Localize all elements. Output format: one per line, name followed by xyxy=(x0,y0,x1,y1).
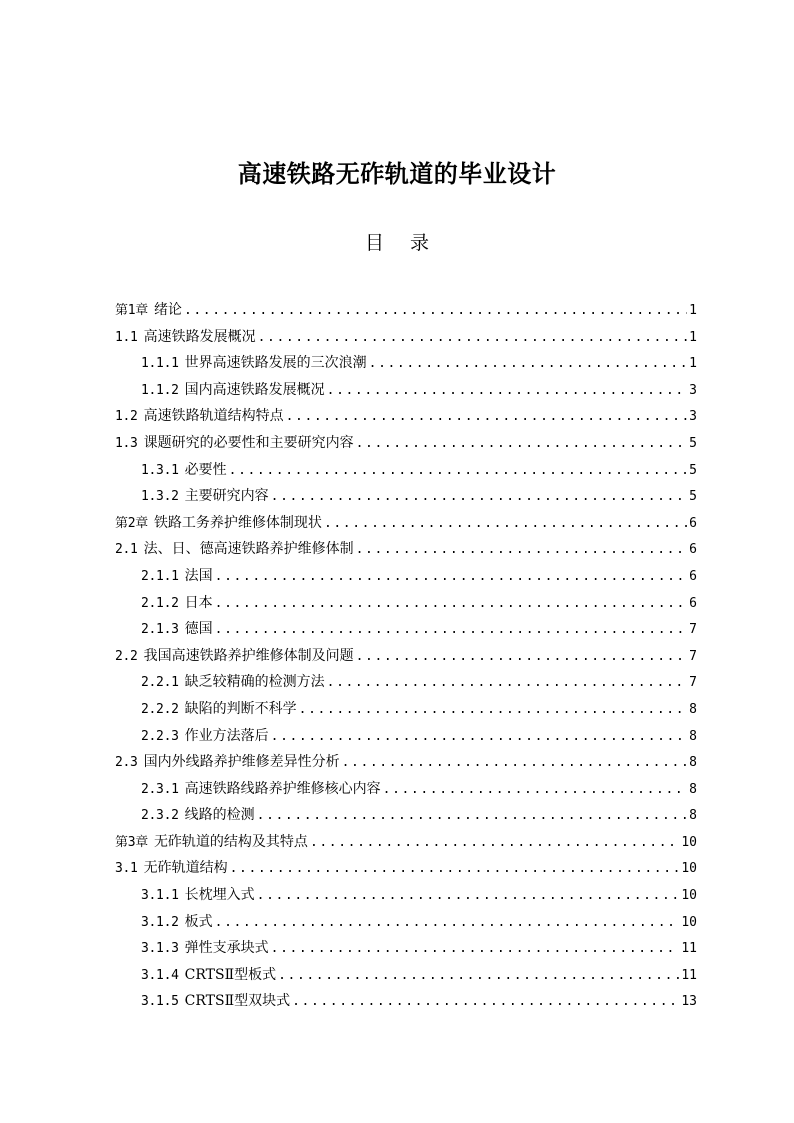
toc-entry-title: 无砟轨道结构 xyxy=(143,860,228,877)
toc-entry-title: 板式 xyxy=(184,913,213,930)
toc-entry[interactable] xyxy=(115,802,697,829)
toc-entry-page-number: 6 xyxy=(689,542,697,558)
toc-entry-number: 3.1.2 xyxy=(141,914,179,930)
toc-entry-title: 高速铁路轨道结构特点 xyxy=(143,408,284,425)
toc-entry-number: 3.1 xyxy=(115,861,138,877)
toc-entry-page-number: 11 xyxy=(681,967,697,983)
toc-entry-number: 3.1.3 xyxy=(141,941,179,957)
toc-dot-leader xyxy=(327,670,688,697)
toc-dot-leader xyxy=(292,989,679,1016)
toc-entry-title: 线路的检测 xyxy=(184,807,255,824)
toc-entry-title: 高速铁路线路养护维修核心内容 xyxy=(184,780,381,797)
toc-dot-leader xyxy=(215,591,688,618)
toc-dot-leader xyxy=(271,936,680,963)
toc-dot-leader xyxy=(310,830,679,857)
toc-entry[interactable] xyxy=(115,962,697,989)
toc-entry-page-number: 7 xyxy=(689,622,697,638)
toc-entry-number: 1.3.1 xyxy=(141,462,179,478)
toc-entry-title: 德国 xyxy=(184,621,213,638)
toc-entry-number: 1.1 xyxy=(115,329,138,345)
toc-entry-page-number: 3 xyxy=(689,382,697,398)
toc-entry-number: 第1章 xyxy=(115,303,148,318)
toc-entry-title: 无砟轨道的结构及其特点 xyxy=(153,833,308,850)
toc-entry-page-number: 1 xyxy=(689,356,697,372)
toc-entry-number: 2.1.2 xyxy=(141,595,179,611)
toc-entry-title: 主要研究内容 xyxy=(184,488,269,505)
toc-entry-number: 第3章 xyxy=(115,834,148,850)
toc-entry-title: 国内高速铁路发展概况 xyxy=(184,381,325,398)
toc-dot-leader xyxy=(258,325,688,352)
toc-entry-page-number: 5 xyxy=(689,489,697,505)
toc-entry[interactable] xyxy=(115,377,697,404)
toc-entry-title: 国内外线路养护维修差异性分析 xyxy=(143,754,340,771)
toc-dot-leader xyxy=(271,724,688,751)
toc-entry-title: 绪论 xyxy=(153,302,182,318)
toc-entry-number: 2.2.1 xyxy=(141,675,179,691)
toc-entry-title: 必要性 xyxy=(184,461,227,478)
toc-entry-title: 世界高速铁路发展的三次浪潮 xyxy=(184,355,367,372)
toc-entry[interactable] xyxy=(115,935,697,962)
toc-dot-leader xyxy=(215,910,680,937)
toc-entry-page-number: 8 xyxy=(689,728,697,744)
toc-dot-leader xyxy=(356,431,688,458)
toc-entry-number: 1.3.2 xyxy=(141,489,179,505)
toc-entry-title: 铁路工务养护维修体制现状 xyxy=(153,514,322,531)
toc-dot-leader xyxy=(184,298,687,325)
toc-entry-page-number: 11 xyxy=(681,941,697,957)
toc-entry-title: 作业方法落后 xyxy=(184,727,269,744)
toc-entry[interactable] xyxy=(115,297,697,324)
toc-dot-leader xyxy=(286,404,688,431)
toc-entry-page-number: 6 xyxy=(689,515,697,531)
toc-entry-number: 1.1.2 xyxy=(141,382,179,398)
toc-entry-title: 长枕埋入式 xyxy=(184,887,255,904)
toc-entry[interactable] xyxy=(115,324,697,351)
toc-entry-page-number: 5 xyxy=(689,462,697,478)
toc-entry-page-number: 5 xyxy=(689,435,697,451)
toc-dot-leader xyxy=(271,484,688,511)
document-title: 高速铁路无砟轨道的毕业设计 xyxy=(237,160,557,188)
toc-entry[interactable] xyxy=(115,536,697,563)
toc-entry-page-number: 10 xyxy=(681,834,697,850)
toc-heading-char-1: 目 xyxy=(364,232,384,254)
toc-entry-number: 2.3.2 xyxy=(141,808,179,824)
toc-entry-page-number: 6 xyxy=(689,568,697,584)
toc-dot-leader xyxy=(369,351,688,378)
toc-dot-leader xyxy=(257,883,680,910)
toc-dot-leader xyxy=(215,617,688,644)
toc-entry-number: 2.3.1 xyxy=(141,781,179,797)
toc-entry[interactable] xyxy=(115,829,697,856)
toc-dot-leader xyxy=(215,564,688,591)
toc-entry[interactable] xyxy=(115,643,697,670)
toc-entry-page-number: 10 xyxy=(681,914,697,930)
toc-dot-leader xyxy=(356,644,688,671)
toc-entry-title: 弹性支承块式 xyxy=(184,940,269,957)
toc-entry-page-number: 8 xyxy=(689,808,697,824)
toc-entry-number: 2.3 xyxy=(115,755,138,771)
toc-entry-page-number: 6 xyxy=(689,595,697,611)
toc-entry-page-number: 13 xyxy=(681,994,697,1010)
toc-dot-leader xyxy=(299,697,688,724)
toc-entry-title: 高速铁路发展概况 xyxy=(143,328,256,345)
toc-entry-number: 2.1.3 xyxy=(141,622,179,638)
toc-entry-number: 3.1.5 xyxy=(141,994,179,1010)
toc-entry-number: 2.2.2 xyxy=(141,701,179,717)
toc-entry[interactable] xyxy=(115,590,697,617)
toc-entry[interactable] xyxy=(115,616,697,643)
toc-heading-char-2: 录 xyxy=(410,232,430,254)
toc-entry-number: 2.2.3 xyxy=(141,728,179,744)
toc-entry-page-number: 1 xyxy=(689,303,697,318)
toc-entry-title: 法、日、德高速铁路养护维修体制 xyxy=(143,541,354,558)
toc-entry-page-number: 7 xyxy=(689,675,697,691)
toc-entry-title: 课题研究的必要性和主要研究内容 xyxy=(143,434,354,451)
toc-entry[interactable] xyxy=(115,430,697,457)
toc-entry-number: 2.1.1 xyxy=(141,568,179,584)
toc-entry[interactable] xyxy=(115,909,697,936)
toc-entry-page-number: 7 xyxy=(689,648,697,664)
toc-entry-title: 日本 xyxy=(184,594,213,611)
toc-entry-title: CRTSⅡ型双块式 xyxy=(184,993,291,1010)
toc-entry[interactable] xyxy=(115,350,697,377)
toc-entry-number: 1.1.1 xyxy=(141,356,179,372)
toc-entry-title: 缺陷的判断不科学 xyxy=(184,700,297,717)
toc-entry[interactable] xyxy=(115,483,697,510)
toc-entry-page-number: 10 xyxy=(681,888,697,904)
toc-dot-leader xyxy=(278,963,679,990)
toc-entry-number: 3.1.1 xyxy=(141,888,179,904)
toc-dot-leader xyxy=(342,750,688,777)
toc-entry-number: 1.3 xyxy=(115,435,138,451)
toc-entry[interactable] xyxy=(115,403,697,430)
toc-entry-number: 2.1 xyxy=(115,542,138,558)
toc-entry-page-number: 3 xyxy=(689,409,697,425)
toc-entry-number: 3.1.4 xyxy=(141,967,179,983)
toc-entry-page-number: 10 xyxy=(681,861,697,877)
toc-dot-leader xyxy=(327,378,688,405)
toc-entry-title: 我国高速铁路养护维修体制及问题 xyxy=(143,647,354,664)
toc-entry-number: 2.2 xyxy=(115,648,138,664)
toc-entry-title: CRTSⅡ型板式 xyxy=(184,966,277,983)
toc-entry[interactable] xyxy=(115,855,697,882)
toc-dot-leader xyxy=(324,511,687,538)
toc-entry-page-number: 8 xyxy=(689,701,697,717)
toc-entry[interactable] xyxy=(115,696,697,723)
toc-entry-page-number: 8 xyxy=(689,781,697,797)
toc-dot-leader xyxy=(230,856,680,883)
toc-entry[interactable] xyxy=(115,723,697,750)
toc-entry-number: 1.2 xyxy=(115,409,138,425)
toc-entry-number: 第2章 xyxy=(115,515,148,531)
toc-dot-leader xyxy=(229,458,688,485)
toc-entry[interactable] xyxy=(115,510,697,537)
toc-dot-leader xyxy=(257,803,688,830)
toc-entry[interactable] xyxy=(115,749,697,776)
toc-entry[interactable] xyxy=(115,457,697,484)
toc-entry[interactable] xyxy=(115,669,697,696)
toc-heading xyxy=(0,230,794,256)
toc-entry[interactable] xyxy=(115,563,697,590)
toc-entry[interactable] xyxy=(115,882,697,909)
toc-entry-page-number: 8 xyxy=(689,755,697,771)
toc-entry-title: 法国 xyxy=(184,567,213,584)
toc-entry[interactable] xyxy=(115,776,697,803)
table-of-contents xyxy=(115,297,697,1015)
toc-entry-title: 缺乏较精确的检测方法 xyxy=(184,674,325,691)
toc-entry-page-number: 1 xyxy=(689,329,697,345)
toc-entry[interactable] xyxy=(115,988,697,1015)
toc-dot-leader xyxy=(356,537,688,564)
toc-dot-leader xyxy=(383,777,688,804)
